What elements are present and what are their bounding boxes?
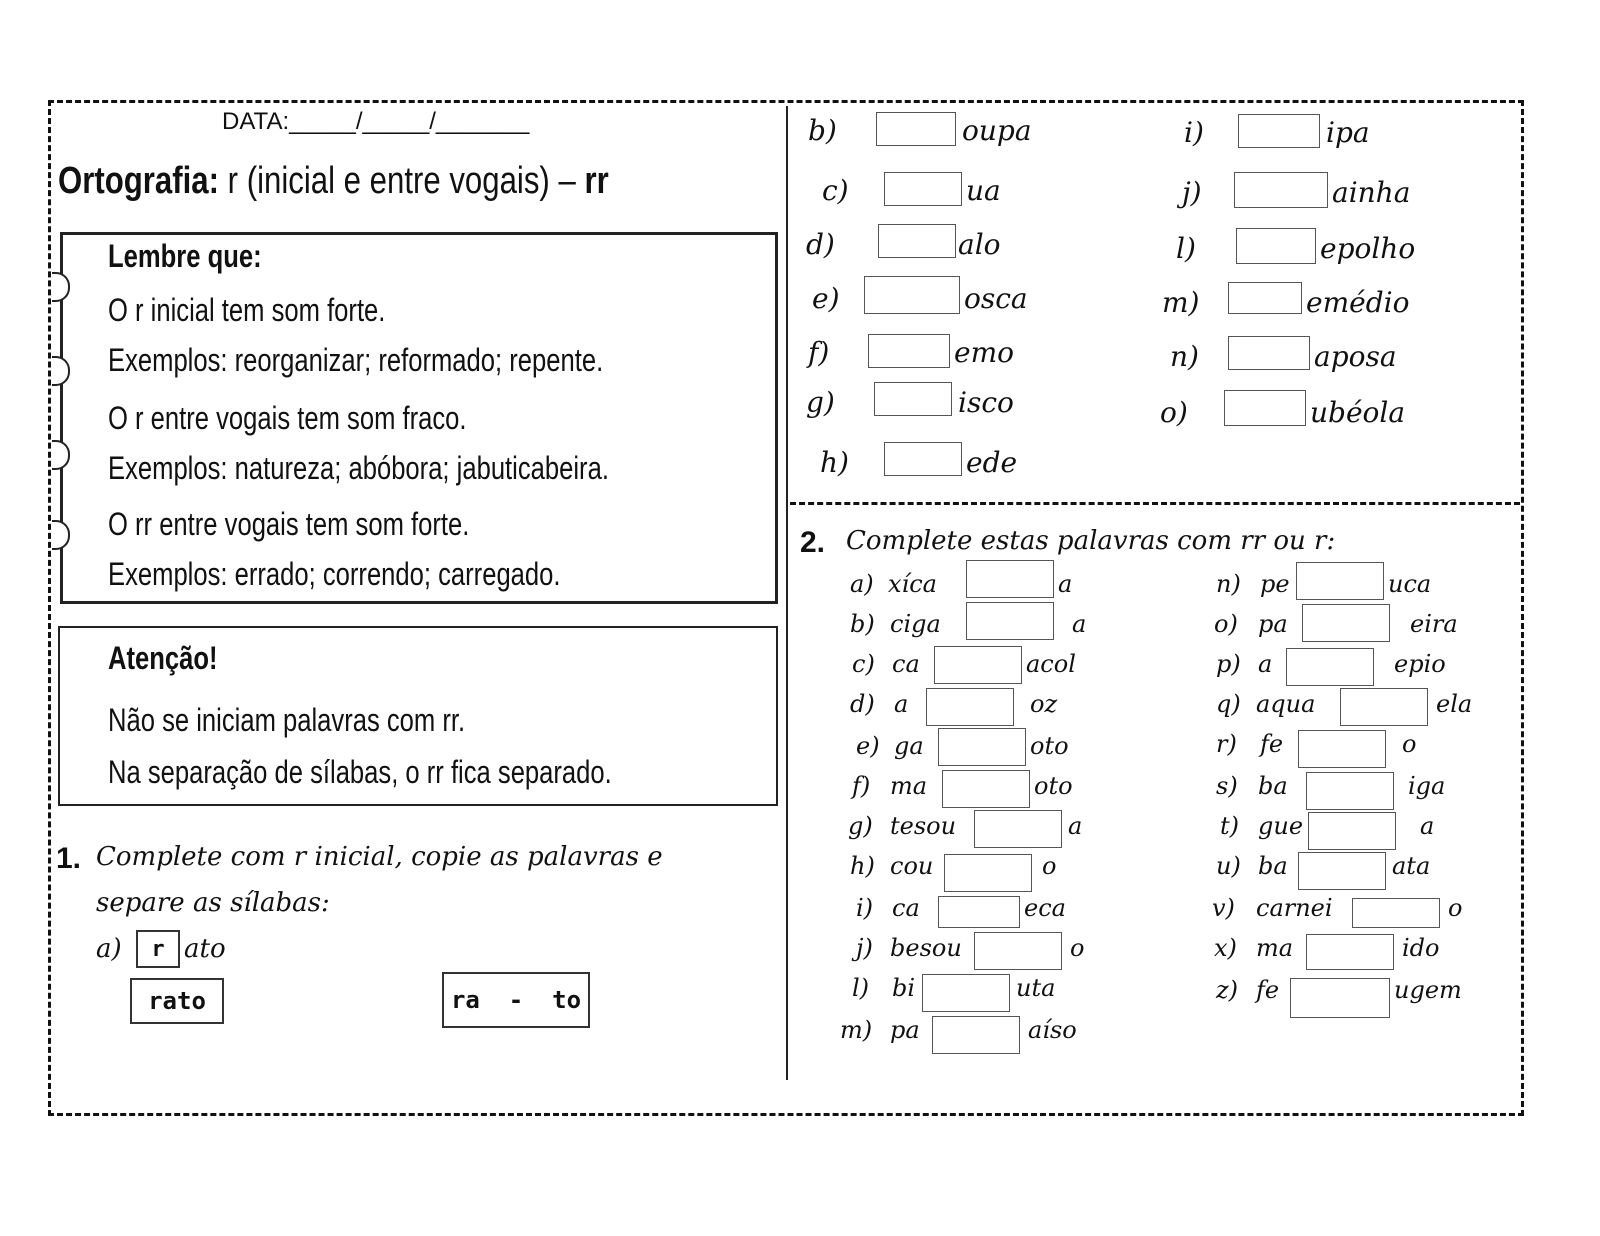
item-label: f) xyxy=(808,336,830,369)
answer-box[interactable] xyxy=(1298,852,1386,890)
item-label: d) xyxy=(806,228,835,261)
copy-answer-box: rato xyxy=(130,978,224,1024)
item-label: h) xyxy=(850,852,875,880)
item-label: v) xyxy=(1212,894,1235,922)
lembre-line: Exemplos: errado; correndo; carregado. xyxy=(108,556,561,592)
item-suffix: acol xyxy=(1026,650,1076,678)
lembre-heading: Lembre que: xyxy=(108,238,262,274)
item-label: l) xyxy=(1176,232,1196,265)
item-label: o) xyxy=(1214,610,1238,638)
item-suffix: epio xyxy=(1394,650,1446,678)
item-suffix: a xyxy=(1072,610,1087,638)
answer-box[interactable] xyxy=(884,172,962,206)
answer-box[interactable] xyxy=(884,442,962,476)
lembre-line: O r entre vogais tem som fraco. xyxy=(108,400,467,436)
item-label: g) xyxy=(848,812,873,840)
item-label: t) xyxy=(1220,812,1240,840)
atencao-line: Não se iniciam palavras com rr. xyxy=(108,702,466,738)
answer-box[interactable] xyxy=(1236,228,1316,264)
item-suffix: epolho xyxy=(1320,232,1416,265)
title-rr: rr xyxy=(584,160,609,202)
atencao-heading: Atenção! xyxy=(108,640,218,676)
item-prefix: pa xyxy=(890,1016,920,1044)
item-suffix: eca xyxy=(1024,894,1066,922)
item-prefix: pa xyxy=(1258,610,1288,638)
item-prefix: ba xyxy=(1258,852,1288,880)
item-suffix: a xyxy=(1058,570,1073,598)
item-label: b) xyxy=(808,114,837,147)
exercise-1-instruction: Complete com r inicial, copie as palavras e xyxy=(96,842,663,872)
item-suffix: ede xyxy=(966,446,1018,479)
item-suffix: o xyxy=(1042,852,1057,880)
item-suffix: alo xyxy=(958,228,1001,261)
item-suffix: oupa xyxy=(962,114,1032,147)
item-suffix: ipa xyxy=(1326,116,1370,149)
exercise-1-example-label: a) xyxy=(96,934,122,964)
answer-box[interactable] xyxy=(1352,898,1440,928)
answer-box[interactable] xyxy=(966,602,1054,640)
item-suffix: osca xyxy=(964,282,1028,315)
item-label: c) xyxy=(822,174,849,207)
item-label: m) xyxy=(840,1016,873,1044)
item-prefix: a xyxy=(894,690,909,718)
item-prefix: ca xyxy=(892,650,920,678)
answer-box[interactable] xyxy=(942,770,1030,808)
item-suffix: iga xyxy=(1408,772,1446,800)
item-suffix: emédio xyxy=(1306,286,1410,319)
item-suffix: isco xyxy=(958,386,1014,419)
item-label: s) xyxy=(1216,772,1238,800)
item-label: e) xyxy=(812,282,840,315)
item-prefix: xíca xyxy=(888,570,937,598)
item-label: j) xyxy=(1182,176,1202,209)
item-prefix: ga xyxy=(894,732,924,760)
item-label: z) xyxy=(1216,976,1239,1004)
exercise-1-instruction-cont: separe as sílabas: xyxy=(96,888,330,918)
item-suffix: ubéola xyxy=(1310,396,1406,429)
item-label: c) xyxy=(852,650,875,678)
exercise-2-instruction: Complete estas palavras com rr ou r: xyxy=(846,526,1336,556)
item-label: f) xyxy=(852,772,871,800)
item-prefix: fe xyxy=(1256,976,1280,1004)
column-divider xyxy=(786,106,788,1080)
item-suffix: o xyxy=(1448,894,1463,922)
item-label: h) xyxy=(820,446,849,479)
item-label: j) xyxy=(856,934,873,962)
lembre-line: Exemplos: reorganizar; reformado; repente. xyxy=(108,342,604,378)
exercise-2-number: 2. xyxy=(800,526,826,559)
item-prefix: aqua xyxy=(1256,690,1316,718)
item-prefix: ciga xyxy=(890,610,941,638)
answer-box[interactable] xyxy=(938,896,1020,928)
item-label: i) xyxy=(1184,116,1204,149)
lembre-line: O rr entre vogais tem som forte. xyxy=(108,506,470,542)
answer-box[interactable] xyxy=(932,1016,1020,1054)
title-bold: Ortografia: xyxy=(58,160,220,202)
answer-box[interactable] xyxy=(974,932,1062,970)
answer-box[interactable] xyxy=(922,974,1010,1012)
answer-box[interactable] xyxy=(944,854,1032,892)
answer-box[interactable] xyxy=(926,688,1014,726)
item-prefix: pe xyxy=(1260,570,1290,598)
item-suffix: eira xyxy=(1410,610,1458,638)
item-suffix: aíso xyxy=(1028,1016,1077,1044)
item-suffix: oz xyxy=(1030,690,1058,718)
example-suffix: ato xyxy=(184,934,226,964)
lembre-line: O r inicial tem som forte. xyxy=(108,292,386,328)
item-label: e) xyxy=(856,732,880,760)
item-label: b) xyxy=(850,610,875,638)
item-prefix: ma xyxy=(890,772,928,800)
item-label: g) xyxy=(806,386,835,419)
answer-box[interactable] xyxy=(1234,172,1328,208)
item-suffix: aposa xyxy=(1314,340,1397,373)
item-prefix: carnei xyxy=(1256,894,1333,922)
item-suffix: ugem xyxy=(1394,976,1462,1004)
answer-box[interactable] xyxy=(934,646,1022,684)
item-prefix: ca xyxy=(892,894,920,922)
item-suffix: o xyxy=(1402,730,1417,758)
item-suffix: emo xyxy=(954,336,1014,369)
answer-box[interactable] xyxy=(1302,604,1390,642)
item-suffix: a xyxy=(1068,812,1083,840)
item-suffix: o xyxy=(1070,934,1085,962)
answer-box[interactable] xyxy=(1224,390,1306,426)
answer-box[interactable] xyxy=(938,728,1026,766)
lembre-line: Exemplos: natureza; abóbora; jabuticabeira. xyxy=(108,450,609,486)
answer-box[interactable] xyxy=(1286,648,1374,686)
item-prefix: ba xyxy=(1258,772,1288,800)
answer-box[interactable] xyxy=(1308,812,1396,850)
answer-box[interactable] xyxy=(874,382,952,416)
answer-box[interactable] xyxy=(1238,114,1320,148)
item-label: r) xyxy=(1216,730,1237,758)
item-label: i) xyxy=(856,894,874,922)
answer-box[interactable] xyxy=(868,334,950,368)
answer-box[interactable] xyxy=(1298,730,1386,768)
page-title xyxy=(58,160,609,203)
item-label: x) xyxy=(1214,934,1237,962)
item-label: o) xyxy=(1160,396,1188,429)
item-prefix: fe xyxy=(1260,730,1284,758)
answer-box[interactable] xyxy=(1228,282,1302,314)
item-label: d) xyxy=(850,690,875,718)
item-label: p) xyxy=(1216,650,1241,678)
item-suffix: ua xyxy=(966,174,1001,207)
item-suffix: oto xyxy=(1034,772,1073,800)
answer-box[interactable] xyxy=(878,224,956,258)
answer-box[interactable] xyxy=(1228,336,1310,370)
item-suffix: ata xyxy=(1392,852,1431,880)
exercise-1-number: 1. xyxy=(56,842,82,875)
item-suffix: oto xyxy=(1030,732,1069,760)
item-suffix: a xyxy=(1420,812,1435,840)
answer-box[interactable] xyxy=(1296,562,1384,600)
item-label: a) xyxy=(850,570,874,598)
answer-box[interactable] xyxy=(1306,934,1394,970)
item-label: n) xyxy=(1170,340,1199,373)
answer-box[interactable] xyxy=(966,560,1054,598)
item-label: l) xyxy=(852,974,870,1002)
item-prefix: besou xyxy=(890,934,962,962)
item-label: n) xyxy=(1216,570,1241,598)
answer-box[interactable] xyxy=(1306,772,1394,810)
title-rest: r (inicial e entre vogais) – xyxy=(219,160,585,202)
example-letter-box: r xyxy=(136,930,180,968)
item-prefix: cou xyxy=(890,852,934,880)
answer-box[interactable] xyxy=(864,276,960,314)
item-label: u) xyxy=(1216,852,1241,880)
item-suffix: uta xyxy=(1016,974,1056,1002)
item-label: q) xyxy=(1216,690,1241,718)
answer-box[interactable] xyxy=(974,810,1062,848)
item-suffix: uca xyxy=(1388,570,1432,598)
atencao-line: Na separação de sílabas, o rr fica separado. xyxy=(108,754,612,790)
answer-box[interactable] xyxy=(1340,688,1428,726)
item-prefix: ma xyxy=(1256,934,1294,962)
answer-box[interactable] xyxy=(876,112,956,146)
answer-box[interactable] xyxy=(1290,978,1390,1018)
date-line[interactable]: DATA:_____/_____/_______ xyxy=(222,108,530,135)
item-prefix: tesou xyxy=(890,812,957,840)
item-prefix: bi xyxy=(892,974,916,1002)
item-prefix: gue xyxy=(1258,812,1304,840)
item-prefix: a xyxy=(1258,650,1273,678)
item-suffix: ainha xyxy=(1332,176,1411,209)
item-label: m) xyxy=(1162,286,1200,319)
section-divider xyxy=(790,502,1520,505)
syllable-answer-box: ra - to xyxy=(442,972,590,1028)
item-suffix: ido xyxy=(1402,934,1440,962)
item-suffix: ela xyxy=(1436,690,1473,718)
